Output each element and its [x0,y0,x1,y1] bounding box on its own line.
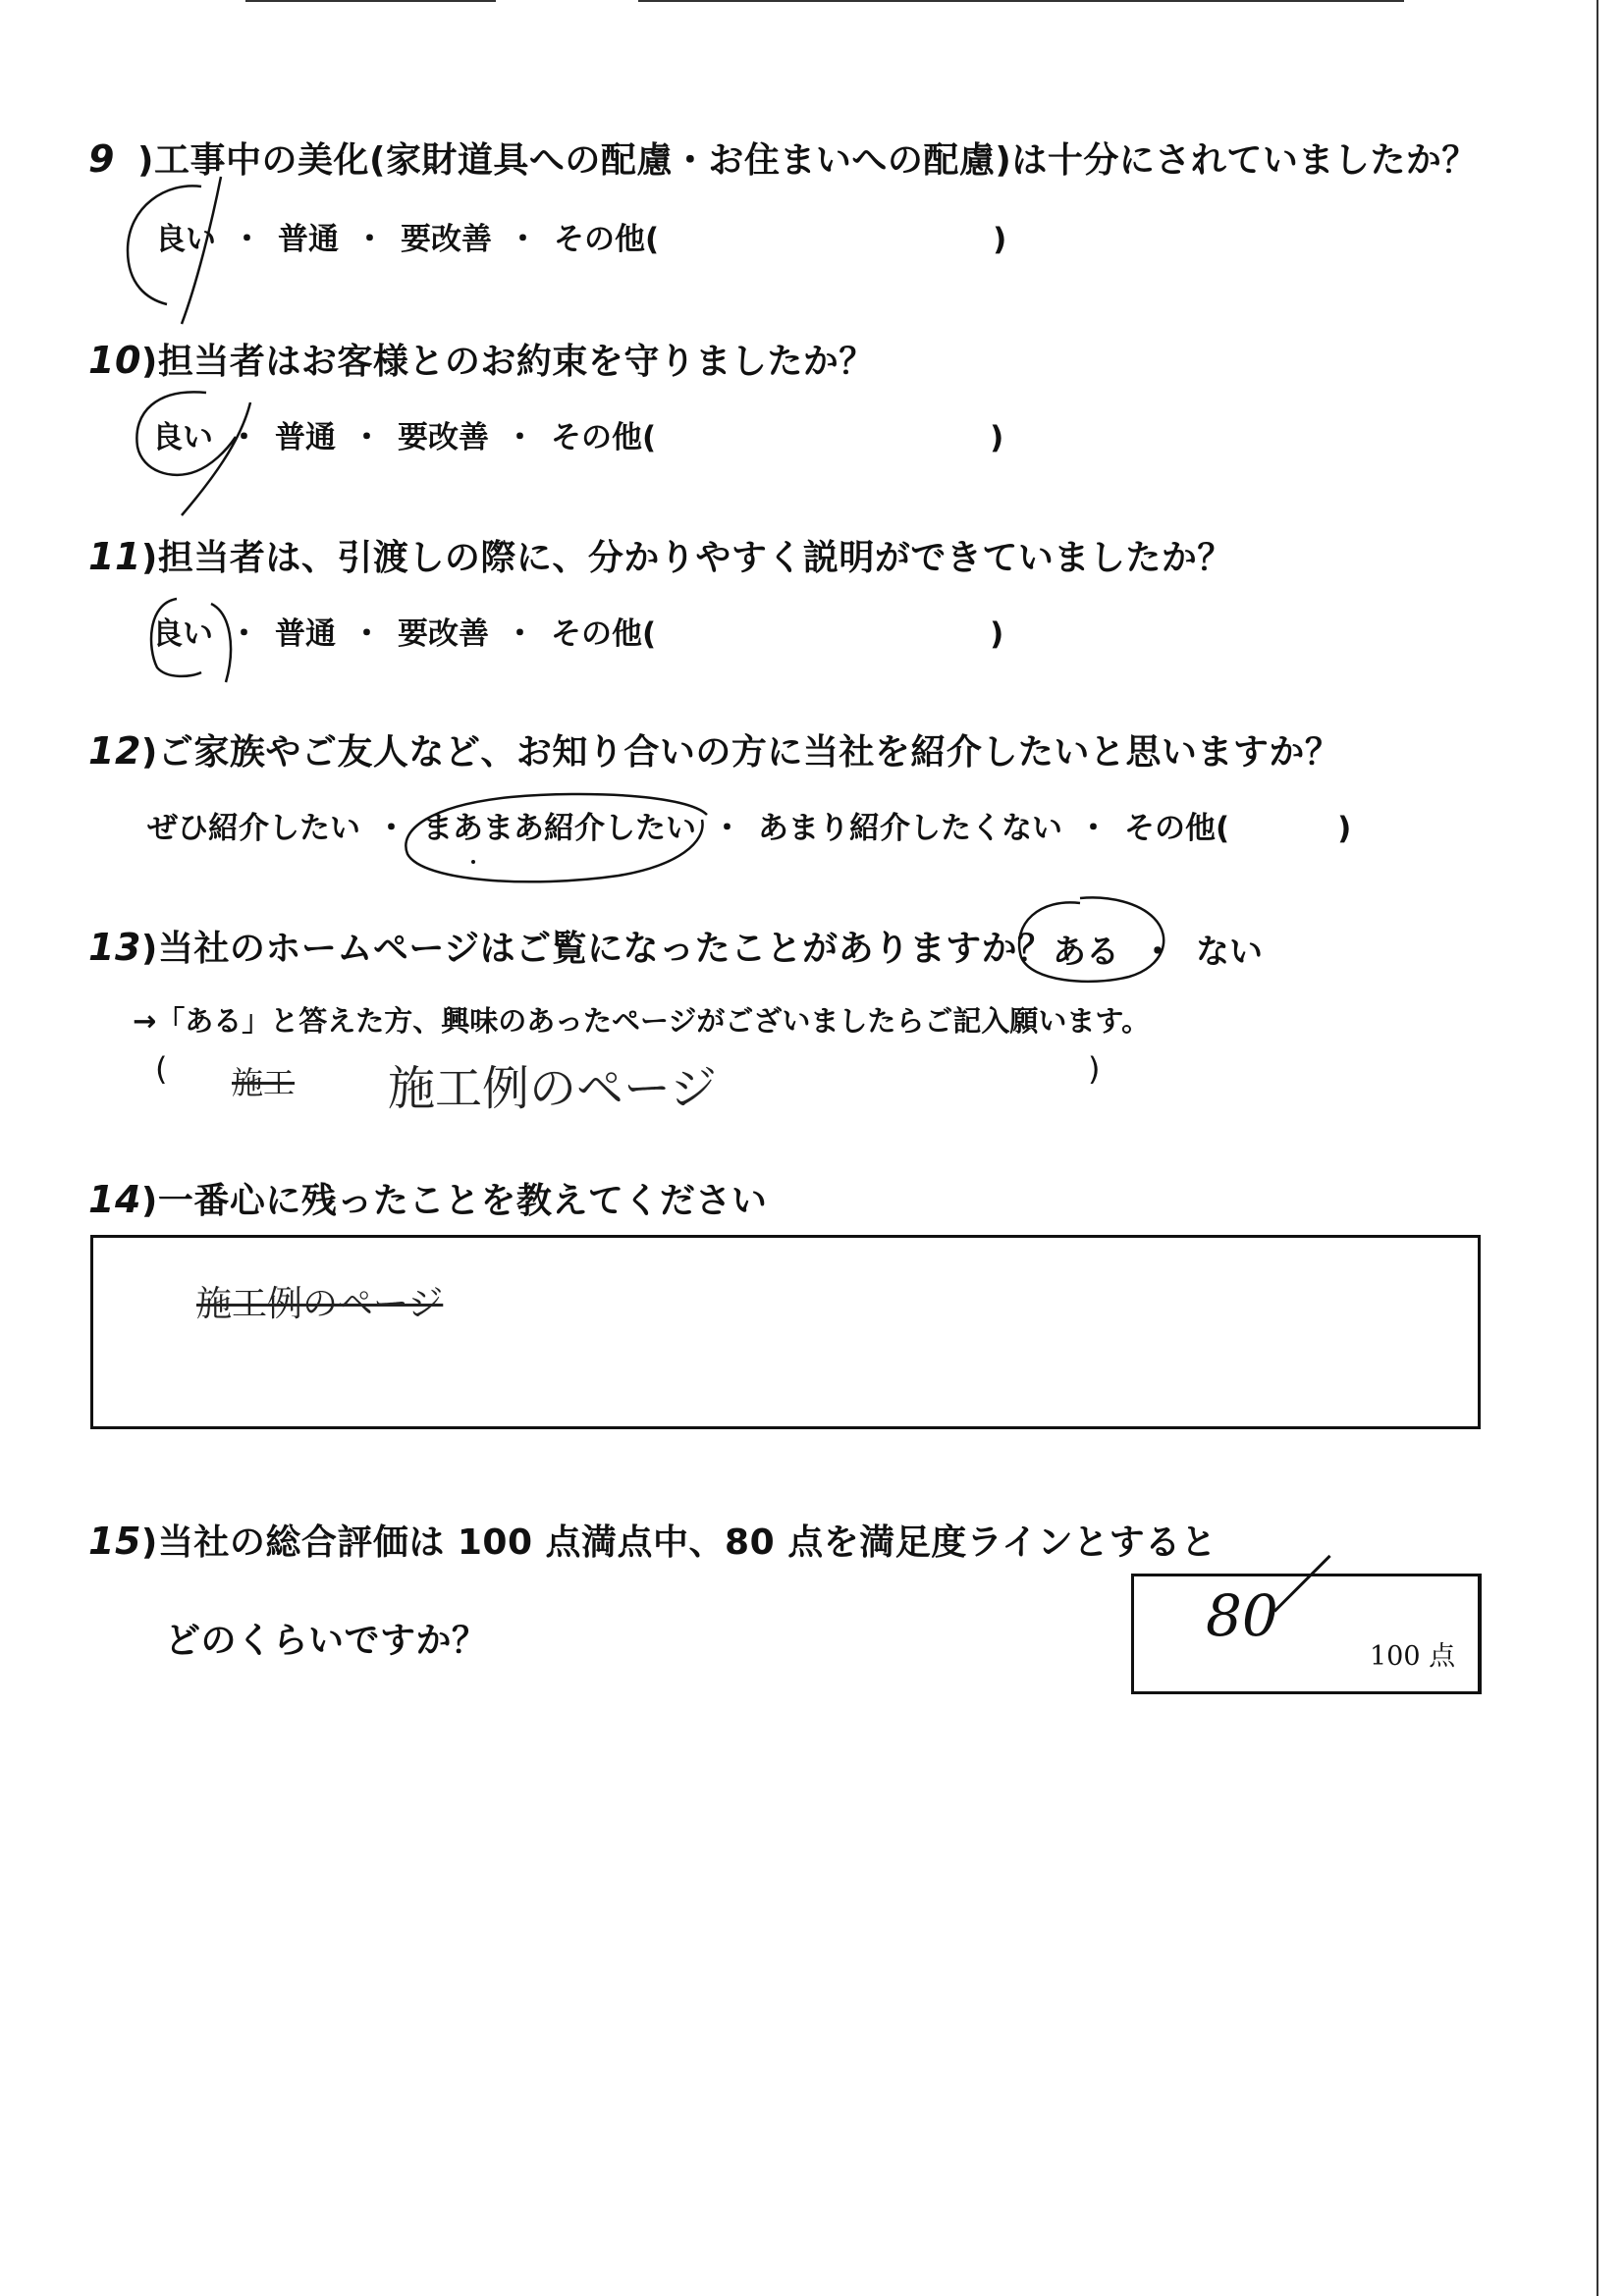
question-11-options: 良い ・ 普通 ・ 要改善 ・ その他( ) [152,609,1003,653]
question-number: 11 [88,535,141,578]
handwritten-struck-answer: 施工例のページ [196,1284,444,1324]
option-good[interactable]: 良い [155,222,216,257]
handwritten-struck-answer: 施工 [232,1064,296,1101]
option-needs-improvement[interactable]: 要改善 [398,420,489,455]
handwritten-score: 80 [1206,1582,1278,1649]
option-needs-improvement[interactable]: 要改善 [401,222,492,257]
selection-circle-q10 [136,392,250,515]
question-10-options: 良い ・ 普通 ・ 要改善 ・ その他( ) [152,412,1003,456]
question-13-note: →「ある」と答えた方、興味のあったページがございましたらご記入願います。 [133,1004,1151,1038]
option-not-recommend[interactable]: あまり紹介したくない [758,811,1062,846]
question-9-options: 良い ・ 普通 ・ 要改善 ・ その他( ) [155,214,1006,258]
question-13-options: ある ・ ない [1053,925,1263,973]
question-number: 10 [88,339,141,382]
pen-dot [471,860,475,864]
answer-open-paren: ( [155,1050,168,1088]
option-good[interactable]: 良い [152,420,213,455]
option-normal[interactable]: 普通 [278,222,339,257]
question-number: 14 [88,1178,141,1221]
question-15-line2: どのくらいですか？ [165,1621,488,1661]
question-text: )当社のホームページはご覧になったことがありますか？ [140,929,1054,969]
question-number: 15 [88,1520,141,1563]
option-other[interactable]: その他( [551,616,657,652]
option-other[interactable]: その他( [551,420,657,455]
handwritten-answer[interactable]: 施工例のページ [388,1061,718,1116]
option-other-close: ) [990,420,1004,455]
question-text: )ご家族やご友人など、お知り合いの方に当社を紹介したいと思いますか？ [140,732,1341,773]
option-normal[interactable]: 普通 [275,420,336,455]
question-number: 13 [88,926,141,969]
option-good[interactable]: 良い [152,616,213,652]
question-text: )一番心に残ったことを教えてください [140,1181,768,1221]
question-number: 12 [88,729,141,773]
option-other-close: ) [990,616,1004,652]
option-definitely-recommend[interactable]: ぜひ紹介したい [147,811,360,846]
selection-ellipse-q12 [406,794,707,881]
option-needs-improvement[interactable]: 要改善 [398,616,489,652]
option-other-close: ) [1337,811,1352,846]
answer-close-paren: ) [1088,1050,1101,1088]
question-text: )当社の総合評価は 100 点満点中、80 点を満足度ラインとすると [140,1522,1218,1563]
option-yes[interactable]: ある [1053,933,1119,972]
selection-circle-q13 [1019,897,1164,981]
option-no[interactable]: ない [1196,933,1263,972]
option-other[interactable]: その他( [554,222,660,257]
option-other-close: ) [993,222,1007,257]
option-somewhat-recommend[interactable]: まあまあ紹介したい [422,811,696,846]
question-number: 9 [88,137,115,181]
selection-circle-q11 [151,599,231,682]
question-12-options: ぜひ紹介したい ・ まあまあ紹介したい ・ あまり紹介したくない ・ その他( ) [147,803,1351,847]
score-max: 100 点 [1370,1641,1456,1672]
question-text: )担当者は、引渡しの際に、分かりやすく説明ができていましたか？ [140,538,1233,578]
question-text: )工事中の美化(家財道具への配慮・お住まいへの配慮)は十分にされていましたか？ [137,140,1478,181]
option-other[interactable]: その他( [1124,811,1230,846]
selection-circle-q9 [128,177,221,324]
question-text: )担当者はお客様とのお約束を守りましたか？ [140,342,875,382]
option-normal[interactable]: 普通 [275,616,336,652]
